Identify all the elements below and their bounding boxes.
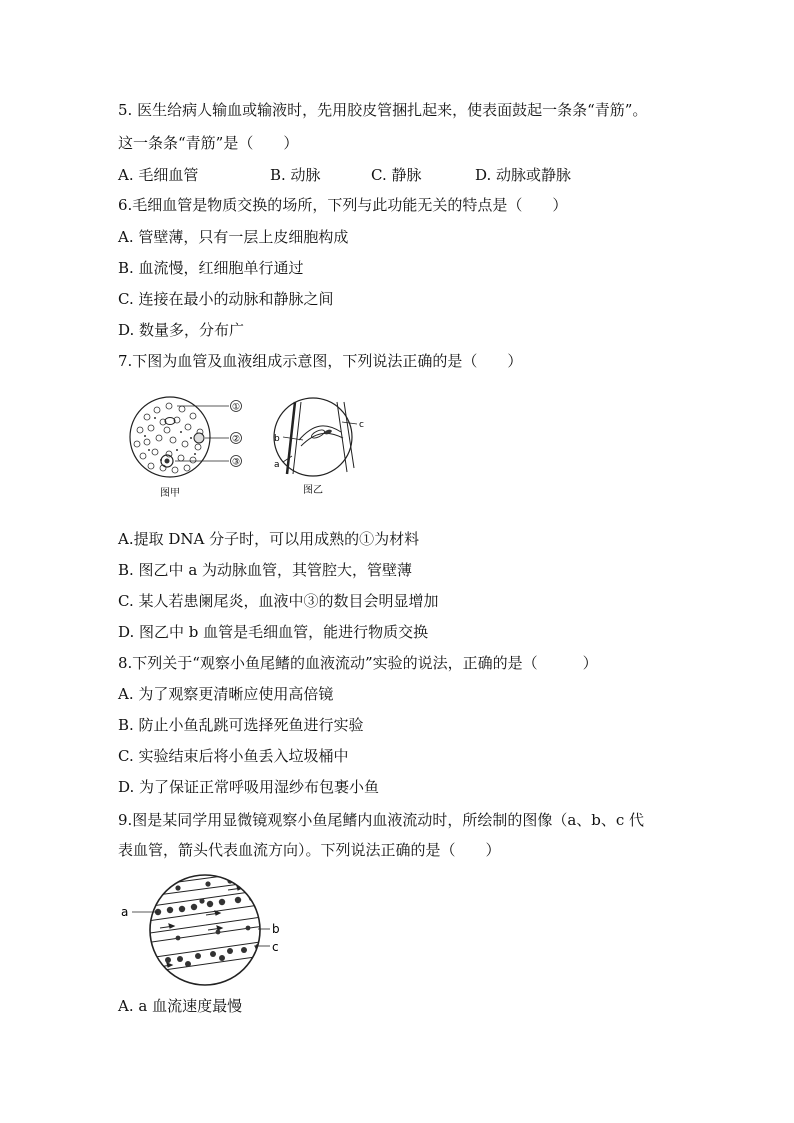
figure-b-vessels [274,398,364,496]
figure-a-label-2: ② [231,434,241,445]
q9-figure [118,868,298,994]
q9-stem-line1: 9.图是某同学用显微镜观察小鱼尾鳍内血液流动时，所绘制的图像（a、b、c 代 [118,811,645,829]
figure-a-label-3: ③ [231,457,241,468]
q8-stem: 8.下列关于“观察小鱼尾鳍的血液流动”实验的说法，正确的是（ ） [118,654,598,672]
figure-a-label-1: ① [231,402,241,413]
q7-option-b: B. 图乙中 a 为动脉血管，其管腔大，管壁薄 [118,561,413,579]
q6-option-a: A. 管壁薄，只有一层上皮细胞构成 [118,228,349,246]
q9-figure-label-c: c [272,940,279,954]
figure-a-blood-smear [130,397,242,499]
q9-option-a: A. a 血流速度最慢 [118,997,243,1015]
q5-option-a: A. 毛细血管 [118,166,199,184]
q6-option-b: B. 血流慢，红细胞单行通过 [118,259,304,277]
q5-option-c: C. 静脉 [371,166,422,184]
figure-b-label-a: a [274,460,280,470]
figure-a-caption: 图甲 [160,488,180,499]
q7-figure [125,392,385,502]
figure-b-label-c: c [359,420,364,430]
q5-stem-line1: 5. 医生给病人输血或输液时，先用胶皮管捆扎起来，使表面鼓起一条条“青筋”。 [118,101,648,119]
q6-option-c: C. 连接在最小的动脉和静脉之间 [118,290,334,308]
q5-stem-line2: 这一条条“青筋”是（ ） [118,134,299,152]
q5-option-d: D. 动脉或静脉 [475,166,572,184]
q6-option-d: D. 数量多，分布广 [118,321,245,339]
figure-b-label-b: b [274,434,280,444]
q8-option-d: D. 为了保证正常呼吸用湿纱布包裹小鱼 [118,778,380,796]
q5-option-b: B. 动脉 [270,166,321,184]
q9-stem-line2: 表血管，箭头代表血流方向）。下列说法正确的是（ ） [118,841,501,859]
q9-figure-label-a: a [121,905,129,919]
q7-option-a: A.提取 DNA 分子时，可以用成熟的①为材料 [118,530,420,548]
q8-option-a: A. 为了观察更清晰应使用高倍镜 [118,685,334,703]
q7-option-c: C. 某人若患阑尾炎，血液中③的数目会明显增加 [118,592,439,610]
q7-stem: 7.下图为血管及血液组成示意图，下列说法正确的是（ ） [118,352,523,370]
q8-option-b: B. 防止小鱼乱跳可选择死鱼进行实验 [118,716,364,734]
figure-b-caption: 图乙 [303,485,323,496]
q7-option-d: D. 图乙中 b 血管是毛细血管，能进行物质交换 [118,623,429,641]
q9-figure-label-b: b [272,922,280,936]
q6-stem: 6.毛细血管是物质交换的场所，下列与此功能无关的特点是（ ） [118,196,568,214]
q8-option-c: C. 实验结束后将小鱼丢入垃圾桶中 [118,747,349,765]
